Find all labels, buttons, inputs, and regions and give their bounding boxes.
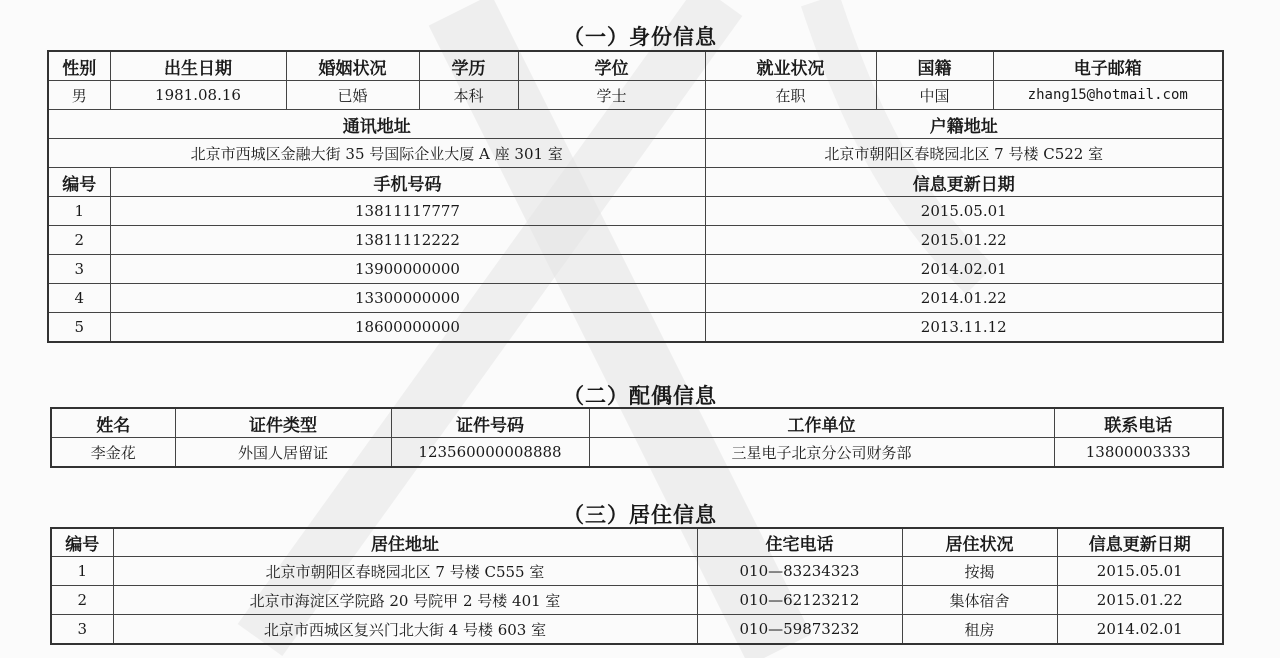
identity-header-row: [48, 51, 1223, 81]
table-row: [48, 226, 1223, 255]
value-contact-phone: 13800003333: [1054, 438, 1223, 468]
value-id-type: 外国人居留证: [175, 438, 391, 468]
phone-number: 18600000000: [110, 313, 705, 343]
value-employer: 三星电子北京分公司财务部: [589, 438, 1054, 468]
value-employment: 在职: [705, 81, 876, 110]
header-household-address: 户籍地址: [705, 110, 1223, 139]
value-spouse-name: 李金花: [51, 438, 175, 468]
header-phone-no: 编号: [48, 168, 110, 197]
phone-number: 13811117777: [110, 197, 705, 226]
phone-updated: 2013.11.12: [705, 313, 1223, 343]
header-id-number: 证件号码: [391, 408, 589, 438]
header-employer: 工作单位: [589, 408, 1054, 438]
header-phone-updated: 信息更新日期: [705, 168, 1223, 197]
residence-status: 按揭: [902, 557, 1057, 586]
phone-number: 13811112222: [110, 226, 705, 255]
residence-index: 1: [51, 557, 113, 586]
residence-address: 北京市朝阳区春晓园北区 7 号楼 C555 室: [113, 557, 697, 586]
value-mailing-address: 北京市西城区金融大街 35 号国际企业大厦 A 座 301 室: [48, 139, 705, 168]
value-birthdate: 1981.08.16: [110, 81, 286, 110]
residence-index: 2: [51, 586, 113, 615]
identity-value-row: [48, 81, 1223, 110]
table-row: [48, 313, 1223, 343]
residence-table: [50, 527, 1224, 645]
phone-updated: 2015.01.22: [705, 226, 1223, 255]
residence-updated: 2015.05.01: [1057, 557, 1223, 586]
spouse-table: [50, 407, 1224, 468]
value-gender: 男: [48, 81, 110, 110]
phone-index: 2: [48, 226, 110, 255]
spouse-header-row: [51, 408, 1223, 438]
value-email: zhang15@hotmail.com: [993, 81, 1223, 110]
header-residence-address: 居住地址: [113, 528, 697, 557]
header-mailing-address: 通讯地址: [48, 110, 705, 139]
value-nationality: 中国: [876, 81, 993, 110]
phone-index: 3: [48, 255, 110, 284]
residence-phone: 010—83234323: [697, 557, 902, 586]
table-row: [48, 255, 1223, 284]
table-row: [51, 615, 1223, 645]
table-row: [48, 284, 1223, 313]
header-home-phone: 住宅电话: [697, 528, 902, 557]
residence-phone: 010—62123212: [697, 586, 902, 615]
phone-index: 5: [48, 313, 110, 343]
residence-address: 北京市海淀区学院路 20 号院甲 2 号楼 401 室: [113, 586, 697, 615]
phone-number: 13300000000: [110, 284, 705, 313]
residence-index: 3: [51, 615, 113, 645]
residence-phone: 010—59873232: [697, 615, 902, 645]
header-nationality: 国籍: [876, 51, 993, 81]
header-mobile: 手机号码: [110, 168, 705, 197]
value-education: 本科: [419, 81, 518, 110]
spouse-value-row: [51, 438, 1223, 468]
phone-updated: 2015.05.01: [705, 197, 1223, 226]
address-header-row: [48, 110, 1223, 139]
residence-address: 北京市西城区复兴门北大街 4 号楼 603 室: [113, 615, 697, 645]
residence-updated: 2014.02.01: [1057, 615, 1223, 645]
table-row: [51, 557, 1223, 586]
residence-updated: 2015.01.22: [1057, 586, 1223, 615]
header-employment: 就业状况: [705, 51, 876, 81]
phone-updated: 2014.01.22: [705, 284, 1223, 313]
header-residence-no: 编号: [51, 528, 113, 557]
phone-updated: 2014.02.01: [705, 255, 1223, 284]
residence-status: 租房: [902, 615, 1057, 645]
phone-number: 13900000000: [110, 255, 705, 284]
residence-status: 集体宿舍: [902, 586, 1057, 615]
header-gender: 性别: [48, 51, 110, 81]
header-birthdate: 出生日期: [110, 51, 286, 81]
phone-index: 1: [48, 197, 110, 226]
section-title-spouse: （二）配偶信息: [563, 384, 717, 408]
header-spouse-name: 姓名: [51, 408, 175, 438]
header-email: 电子邮箱: [993, 51, 1223, 81]
table-row: [51, 586, 1223, 615]
value-id-number: 123560000008888: [391, 438, 589, 468]
value-degree: 学士: [518, 81, 705, 110]
header-residence-status: 居住状况: [902, 528, 1057, 557]
header-residence-updated: 信息更新日期: [1057, 528, 1223, 557]
phone-header-row: [48, 168, 1223, 197]
header-id-type: 证件类型: [175, 408, 391, 438]
section-title-residence: （三）居住信息: [563, 503, 717, 527]
table-row: [48, 197, 1223, 226]
residence-header-row: [51, 528, 1223, 557]
identity-table: [47, 50, 1224, 343]
section-title-identity: （一）身份信息: [563, 25, 717, 49]
phone-index: 4: [48, 284, 110, 313]
header-contact-phone: 联系电话: [1054, 408, 1223, 438]
value-marital: 已婚: [286, 81, 419, 110]
header-education: 学历: [419, 51, 518, 81]
value-household-address: 北京市朝阳区春晓园北区 7 号楼 C522 室: [705, 139, 1223, 168]
header-marital: 婚姻状况: [286, 51, 419, 81]
header-degree: 学位: [518, 51, 705, 81]
address-value-row: [48, 139, 1223, 168]
